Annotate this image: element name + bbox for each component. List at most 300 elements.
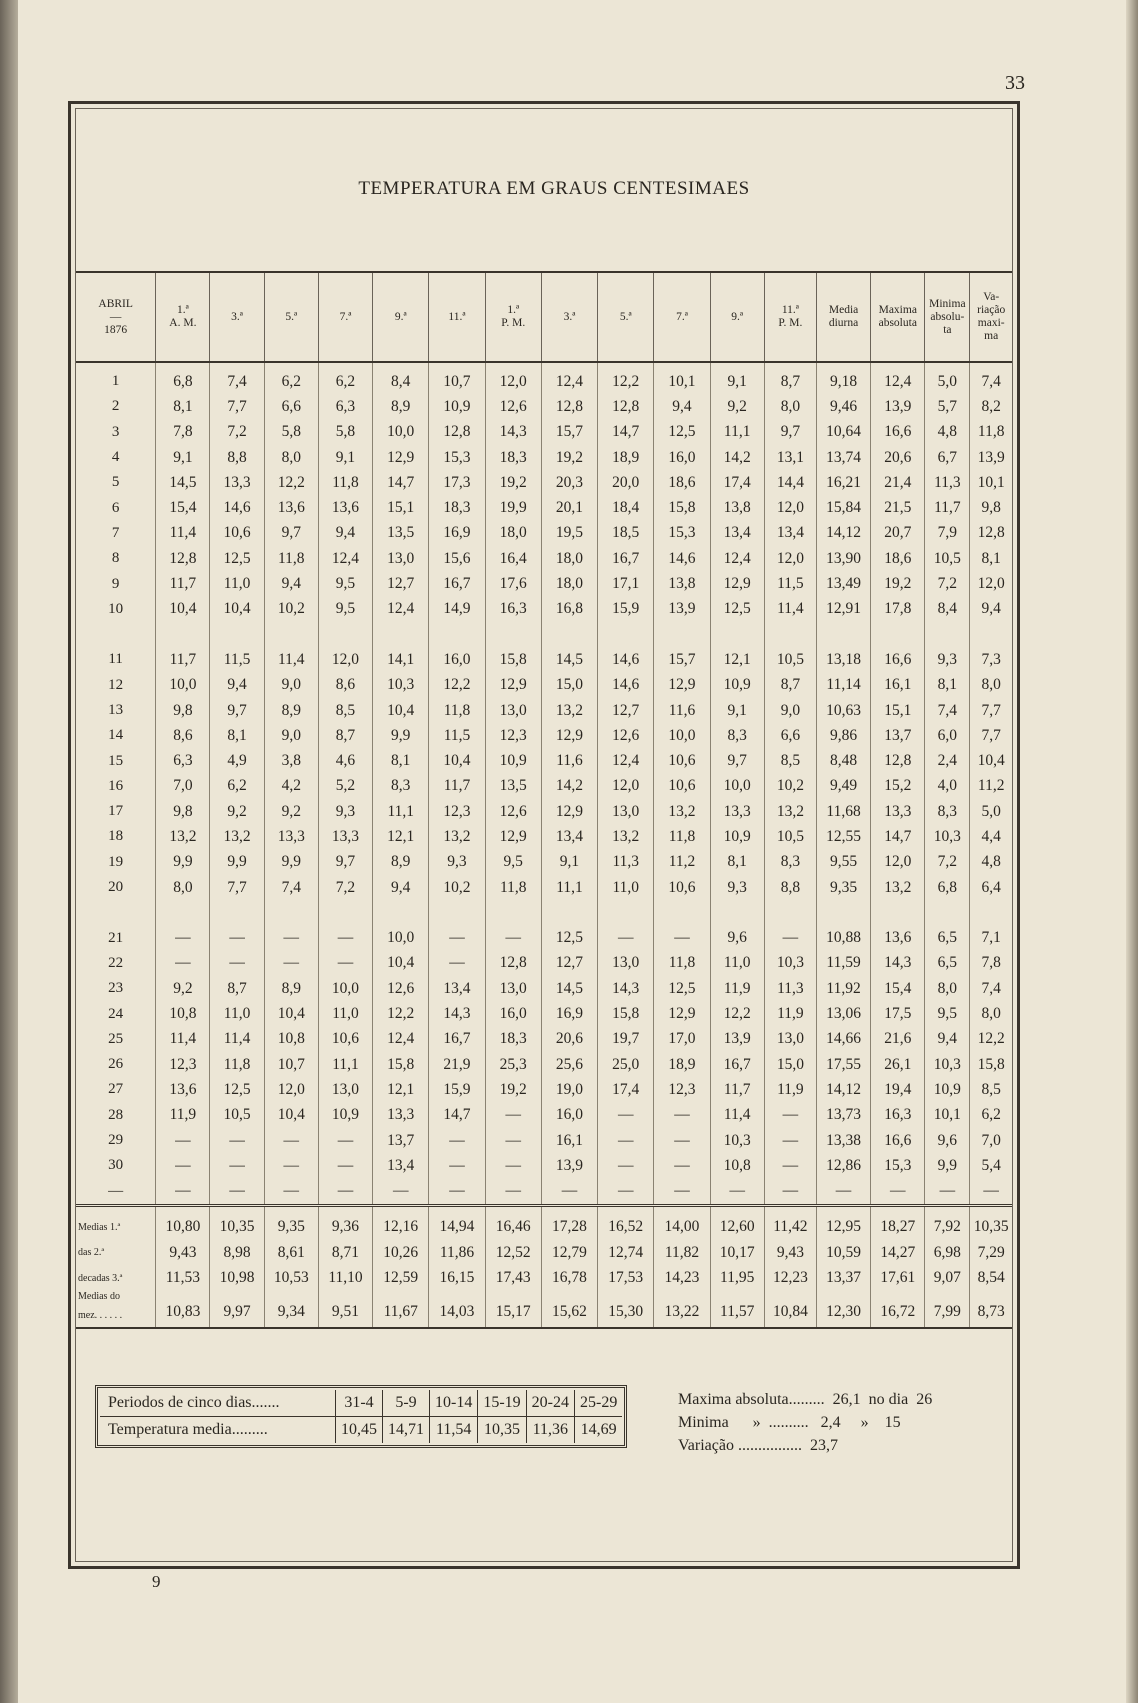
value-cell: —: [156, 1153, 210, 1178]
header-col-line: absolu-: [930, 310, 965, 323]
value-cell: 15,7: [654, 647, 710, 672]
value-cell: 9,9: [373, 723, 429, 748]
value-cell: 14,3: [429, 1001, 485, 1026]
value-cell: 16,6: [871, 420, 925, 445]
day-cell: 1: [111, 373, 120, 390]
value-cell: 5,8: [318, 420, 372, 445]
value-cell: 4,4: [970, 824, 1012, 849]
value-cell: 15,8: [970, 1052, 1012, 1077]
value-cell: 5,0: [925, 362, 970, 394]
value-cell: 9,4: [654, 394, 710, 419]
value-cell: 8,9: [264, 698, 318, 723]
day-cell: 30: [108, 1157, 124, 1174]
value-cell: 8,0: [925, 976, 970, 1001]
value-cell: 12,0: [485, 362, 541, 394]
value-cell: 8,7: [318, 723, 372, 748]
month-mean-value: 8,73: [970, 1291, 1012, 1328]
value-cell: 17,4: [598, 1077, 654, 1102]
value-cell: 13,90: [816, 546, 870, 571]
value-cell: 10,0: [318, 976, 372, 1001]
value-cell: 15,0: [541, 673, 597, 698]
decade-value: 12,16: [373, 1205, 429, 1240]
value-cell: 8,3: [710, 723, 764, 748]
value-cell: 6,6: [264, 394, 318, 419]
decade-value: 16,15: [429, 1265, 485, 1290]
value-cell: 12,2: [710, 1001, 764, 1026]
value-cell: 9,4: [970, 597, 1012, 622]
value-cell: 10,63: [816, 698, 870, 723]
value-cell: 16,7: [598, 546, 654, 571]
header-col-11: [710, 272, 764, 362]
value-cell: 9,1: [710, 698, 764, 723]
value-cell: 12,3: [485, 723, 541, 748]
value-cell: 12,0: [764, 495, 816, 520]
table-row: [76, 1001, 1012, 1026]
value-cell: 10,7: [429, 362, 485, 394]
header-col-line: Minima: [929, 297, 966, 310]
period-temp: 11,54: [430, 1417, 478, 1444]
value-cell: 13,8: [710, 495, 764, 520]
day-cell: 26: [108, 1056, 124, 1073]
header-row: [76, 272, 1012, 362]
value-cell: 12,0: [598, 774, 654, 799]
table-row: [76, 495, 1012, 520]
value-cell: 8,2: [970, 394, 1012, 419]
decade-value: 17,53: [598, 1265, 654, 1290]
value-cell: 6,3: [318, 394, 372, 419]
table-row: [76, 597, 1012, 622]
decade-value: 9,36: [318, 1205, 372, 1240]
day-cell: 5: [111, 474, 120, 491]
value-cell: —: [598, 1128, 654, 1153]
value-cell: 15,84: [816, 495, 870, 520]
decade-value: 11,95: [710, 1265, 764, 1290]
decade-value: 11,42: [764, 1205, 816, 1240]
decade-value: 6,98: [925, 1240, 970, 1265]
value-cell: 19,2: [871, 571, 925, 596]
value-cell: 13,3: [373, 1103, 429, 1128]
table-row: [76, 1052, 1012, 1077]
dash-cell: —: [970, 1179, 1012, 1206]
value-cell: 8,6: [156, 723, 210, 748]
value-cell: 9,8: [156, 698, 210, 723]
spacer-cell: [156, 622, 210, 647]
value-cell: 13,06: [816, 1001, 870, 1026]
temperature-row: [100, 1417, 622, 1444]
value-cell: 11,8: [318, 470, 372, 495]
value-cell: 11,9: [710, 976, 764, 1001]
value-cell: 6,8: [925, 875, 970, 900]
value-cell: 12,8: [429, 420, 485, 445]
value-cell: 9,5: [318, 597, 372, 622]
value-cell: 12,5: [541, 926, 597, 951]
spacer-cell: [318, 900, 372, 925]
value-cell: —: [598, 1153, 654, 1178]
day-cell: 8: [111, 550, 120, 567]
value-cell: 15,3: [429, 445, 485, 470]
value-cell: 4,0: [925, 774, 970, 799]
value-cell: 20,0: [598, 470, 654, 495]
value-cell: 12,9: [654, 673, 710, 698]
value-cell: 12,4: [871, 362, 925, 394]
value-cell: 18,3: [429, 495, 485, 520]
value-cell: —: [210, 1128, 264, 1153]
value-cell: 13,4: [541, 824, 597, 849]
dash-cell: —: [598, 1179, 654, 1206]
spacer-cell: [373, 622, 429, 647]
day-cell: 3: [111, 423, 120, 440]
value-cell: 13,2: [541, 698, 597, 723]
header-col-5: [373, 272, 429, 362]
value-cell: 12,0: [970, 571, 1012, 596]
value-cell: 9,2: [710, 394, 764, 419]
value-cell: 12,8: [485, 951, 541, 976]
header-col-8: [541, 272, 597, 362]
spacer-cell: [429, 622, 485, 647]
dash-cell: —: [373, 1179, 429, 1206]
value-cell: 11,0: [210, 1001, 264, 1026]
day-cell: 21: [108, 929, 124, 946]
spacer-cell: [970, 622, 1012, 647]
value-cell: 8,1: [373, 748, 429, 773]
value-cell: 11,8: [429, 698, 485, 723]
day-cell: 16: [108, 777, 124, 794]
value-cell: 10,5: [764, 647, 816, 672]
value-cell: 12,1: [710, 647, 764, 672]
value-cell: 12,9: [485, 824, 541, 849]
value-cell: 16,1: [871, 673, 925, 698]
value-cell: 14,1: [373, 647, 429, 672]
value-cell: 13,0: [764, 1027, 816, 1052]
decade-mean-row: [76, 1205, 1012, 1240]
value-cell: 10,0: [156, 673, 210, 698]
value-cell: 12,0: [264, 1077, 318, 1102]
month-mean-value: 15,62: [541, 1291, 597, 1328]
value-cell: 13,9: [710, 1027, 764, 1052]
value-cell: 12,2: [373, 1001, 429, 1026]
value-cell: 13,5: [485, 774, 541, 799]
value-cell: 7,3: [970, 647, 1012, 672]
day-cell: 17: [108, 803, 124, 820]
value-cell: 11,3: [598, 850, 654, 875]
value-cell: 7,4: [210, 362, 264, 394]
value-cell: 11,9: [764, 1001, 816, 1026]
value-cell: 12,9: [541, 799, 597, 824]
decade-value: 11,53: [156, 1265, 210, 1290]
value-cell: 7,2: [318, 875, 372, 900]
value-cell: 13,9: [970, 445, 1012, 470]
value-cell: 13,4: [764, 521, 816, 546]
header-col-2: [210, 272, 264, 362]
value-cell: 16,0: [429, 647, 485, 672]
table-body: [76, 362, 1012, 1328]
value-cell: 13,2: [210, 824, 264, 849]
value-cell: 12,8: [598, 394, 654, 419]
table-row: [76, 951, 1012, 976]
month-mean-label: [76, 1291, 156, 1328]
value-cell: 7,4: [970, 362, 1012, 394]
value-cell: 13,3: [264, 824, 318, 849]
header-col-line: ma: [984, 330, 999, 342]
value-cell: 11,2: [654, 850, 710, 875]
value-cell: 15,9: [598, 597, 654, 622]
value-cell: —: [264, 926, 318, 951]
value-cell: 11,3: [764, 976, 816, 1001]
value-cell: 8,8: [210, 445, 264, 470]
value-cell: 14,7: [429, 1103, 485, 1128]
value-cell: 12,9: [485, 673, 541, 698]
value-cell: 9,7: [210, 698, 264, 723]
period-temp: 10,45: [336, 1417, 383, 1444]
value-cell: 16,0: [485, 1001, 541, 1026]
value-cell: —: [654, 1103, 710, 1128]
spacer-cell: [764, 900, 816, 925]
value-cell: 11,0: [210, 571, 264, 596]
value-cell: 12,2: [429, 673, 485, 698]
decade-value: 8,54: [970, 1265, 1012, 1290]
table-row: [76, 875, 1012, 900]
value-cell: 10,5: [210, 1103, 264, 1128]
value-cell: 10,9: [710, 824, 764, 849]
value-cell: 19,4: [871, 1077, 925, 1102]
month-mean-value: 13,22: [654, 1291, 710, 1328]
value-cell: 13,8: [654, 571, 710, 596]
table-row: [76, 824, 1012, 849]
value-cell: 13,6: [318, 495, 372, 520]
value-cell: 21,6: [871, 1027, 925, 1052]
value-cell: 12,8: [156, 546, 210, 571]
value-cell: 12,2: [264, 470, 318, 495]
value-cell: 11,8: [654, 951, 710, 976]
value-cell: 10,1: [925, 1103, 970, 1128]
value-cell: 9,1: [156, 445, 210, 470]
value-cell: 12,86: [816, 1153, 870, 1178]
value-cell: 9,18: [816, 362, 870, 394]
dash-cell: —: [76, 1179, 156, 1206]
value-cell: 13,3: [318, 824, 372, 849]
value-cell: 25,6: [541, 1052, 597, 1077]
periods-label: Periodos de cinco dias.......: [100, 1390, 336, 1417]
value-cell: —: [598, 926, 654, 951]
value-cell: 8,0: [764, 394, 816, 419]
value-cell: 7,9: [925, 521, 970, 546]
value-cell: 12,9: [654, 1001, 710, 1026]
decade-value: 17,43: [485, 1265, 541, 1290]
value-cell: —: [429, 951, 485, 976]
stat-min: Minima » .......... 2,4 » 15: [678, 1414, 901, 1431]
decade-value: 9,07: [925, 1265, 970, 1290]
value-cell: 18,4: [598, 495, 654, 520]
value-cell: 7,4: [970, 976, 1012, 1001]
table-row: [76, 850, 1012, 875]
value-cell: 8,1: [925, 673, 970, 698]
value-cell: 12,0: [871, 850, 925, 875]
decade-value: 11,82: [654, 1240, 710, 1265]
spacer-cell: [871, 900, 925, 925]
value-cell: —: [485, 1153, 541, 1178]
value-cell: —: [485, 1128, 541, 1153]
value-cell: 7,7: [970, 723, 1012, 748]
dash-cell: —: [925, 1179, 970, 1206]
spacer-cell: [654, 900, 710, 925]
value-cell: 14,6: [654, 546, 710, 571]
value-cell: 6,2: [318, 362, 372, 394]
value-cell: 19,0: [541, 1077, 597, 1102]
value-cell: —: [318, 1128, 372, 1153]
dash-cell: —: [654, 1179, 710, 1206]
value-cell: 8,0: [156, 875, 210, 900]
value-cell: 10,3: [710, 1128, 764, 1153]
periods-row: [100, 1390, 622, 1417]
value-cell: 9,1: [710, 362, 764, 394]
value-cell: 8,7: [210, 976, 264, 1001]
value-cell: 10,1: [654, 362, 710, 394]
value-cell: 10,6: [318, 1027, 372, 1052]
month-mean-value: 16,72: [871, 1291, 925, 1328]
value-cell: 11,0: [710, 951, 764, 976]
decade-value: 14,94: [429, 1205, 485, 1240]
value-cell: 16,7: [710, 1052, 764, 1077]
value-cell: 10,0: [710, 774, 764, 799]
header-col-line: Media: [828, 304, 859, 316]
value-cell: 21,5: [871, 495, 925, 520]
value-cell: 10,4: [156, 597, 210, 622]
temperature-table: [76, 271, 1012, 1329]
value-cell: 14,9: [429, 597, 485, 622]
value-cell: 11,4: [210, 1027, 264, 1052]
spacer-cell: [264, 900, 318, 925]
value-cell: 10,2: [764, 774, 816, 799]
value-cell: 13,0: [485, 698, 541, 723]
value-cell: 20,6: [871, 445, 925, 470]
day-cell: 20: [108, 879, 124, 896]
header-month: [76, 272, 156, 362]
table-row: [76, 799, 1012, 824]
value-cell: 15,4: [871, 976, 925, 1001]
value-cell: 15,2: [871, 774, 925, 799]
value-cell: 21,4: [871, 470, 925, 495]
table-row: [76, 774, 1012, 799]
table-row: [76, 673, 1012, 698]
value-cell: 6,2: [970, 1103, 1012, 1128]
header-col-15: [925, 272, 970, 362]
spacer-cell: [816, 900, 870, 925]
month-mean-value: 15,17: [485, 1291, 541, 1328]
value-cell: 12,4: [373, 1027, 429, 1052]
header-month-label: ABRIL: [98, 297, 133, 310]
value-cell: 11,59: [816, 951, 870, 976]
dash-cell: —: [710, 1179, 764, 1206]
value-cell: 7,4: [925, 698, 970, 723]
value-cell: 14,6: [598, 673, 654, 698]
value-cell: 8,4: [373, 362, 429, 394]
value-cell: 16,0: [541, 1103, 597, 1128]
value-cell: 16,9: [429, 521, 485, 546]
month-mean-label-top: Medias do: [78, 1290, 120, 1302]
header-col-line: P. M.: [778, 317, 803, 329]
value-cell: 15,0: [764, 1052, 816, 1077]
dash-cell: —: [816, 1179, 870, 1206]
value-cell: 3,8: [264, 748, 318, 773]
spacer-cell: [541, 622, 597, 647]
value-cell: 19,2: [541, 445, 597, 470]
value-cell: —: [764, 1153, 816, 1178]
value-cell: 10,88: [816, 926, 870, 951]
value-cell: 14,6: [210, 495, 264, 520]
value-cell: 6,5: [925, 951, 970, 976]
value-cell: 7,0: [156, 774, 210, 799]
value-cell: 14,7: [373, 470, 429, 495]
value-cell: 9,8: [156, 799, 210, 824]
dash-cell: —: [541, 1179, 597, 1206]
value-cell: 9,9: [925, 1153, 970, 1178]
value-cell: 8,9: [373, 850, 429, 875]
value-cell: 9,46: [816, 394, 870, 419]
period-range: 20-24: [526, 1390, 574, 1417]
value-cell: 12,4: [598, 748, 654, 773]
value-cell: 16,6: [871, 647, 925, 672]
decade-value: 10,80: [156, 1205, 210, 1240]
value-cell: 9,86: [816, 723, 870, 748]
value-cell: 10,4: [264, 1103, 318, 1128]
value-cell: 9,4: [373, 875, 429, 900]
value-cell: 15,9: [429, 1077, 485, 1102]
decade-value: 9,35: [264, 1205, 318, 1240]
month-mean-value: 15,30: [598, 1291, 654, 1328]
table-row: [76, 647, 1012, 672]
value-cell: 11,9: [156, 1103, 210, 1128]
header-col-line: ta: [943, 323, 952, 336]
spacer-cell: [210, 622, 264, 647]
value-cell: 15,8: [485, 647, 541, 672]
month-mean-value: 10,84: [764, 1291, 816, 1328]
value-cell: 9,3: [318, 799, 372, 824]
value-cell: 10,6: [210, 521, 264, 546]
table-row: [76, 976, 1012, 1001]
value-cell: 13,2: [156, 824, 210, 849]
value-cell: 10,9: [925, 1077, 970, 1102]
value-cell: 11,8: [485, 875, 541, 900]
value-cell: 6,6: [764, 723, 816, 748]
value-cell: 16,3: [871, 1103, 925, 1128]
value-cell: 7,7: [210, 394, 264, 419]
value-cell: 12,5: [654, 420, 710, 445]
header-col-line: Maxima: [878, 304, 917, 316]
footer-number: 9: [152, 1572, 161, 1591]
value-cell: 11,7: [156, 647, 210, 672]
decade-value: 12,79: [541, 1240, 597, 1265]
value-cell: 18,0: [541, 546, 597, 571]
value-cell: 9,5: [925, 1001, 970, 1026]
spacer-cell: [598, 622, 654, 647]
value-cell: 8,6: [318, 673, 372, 698]
value-cell: 9,8: [970, 495, 1012, 520]
value-cell: 12,8: [871, 748, 925, 773]
header-col-10: [654, 272, 710, 362]
value-cell: 9,0: [264, 723, 318, 748]
header-col-line: 3.ª: [231, 310, 243, 323]
day-cell: 22: [108, 954, 124, 971]
stat-max: Maxima absoluta......... 26,1 no dia 26: [678, 1391, 933, 1408]
value-cell: 16,6: [871, 1128, 925, 1153]
value-cell: 8,9: [264, 976, 318, 1001]
value-cell: —: [156, 1128, 210, 1153]
value-cell: 9,35: [816, 875, 870, 900]
value-cell: 8,48: [816, 748, 870, 773]
day-cell: 23: [108, 980, 124, 997]
header-col-line: 11.ª: [448, 310, 466, 323]
table-row: [76, 1153, 1012, 1178]
